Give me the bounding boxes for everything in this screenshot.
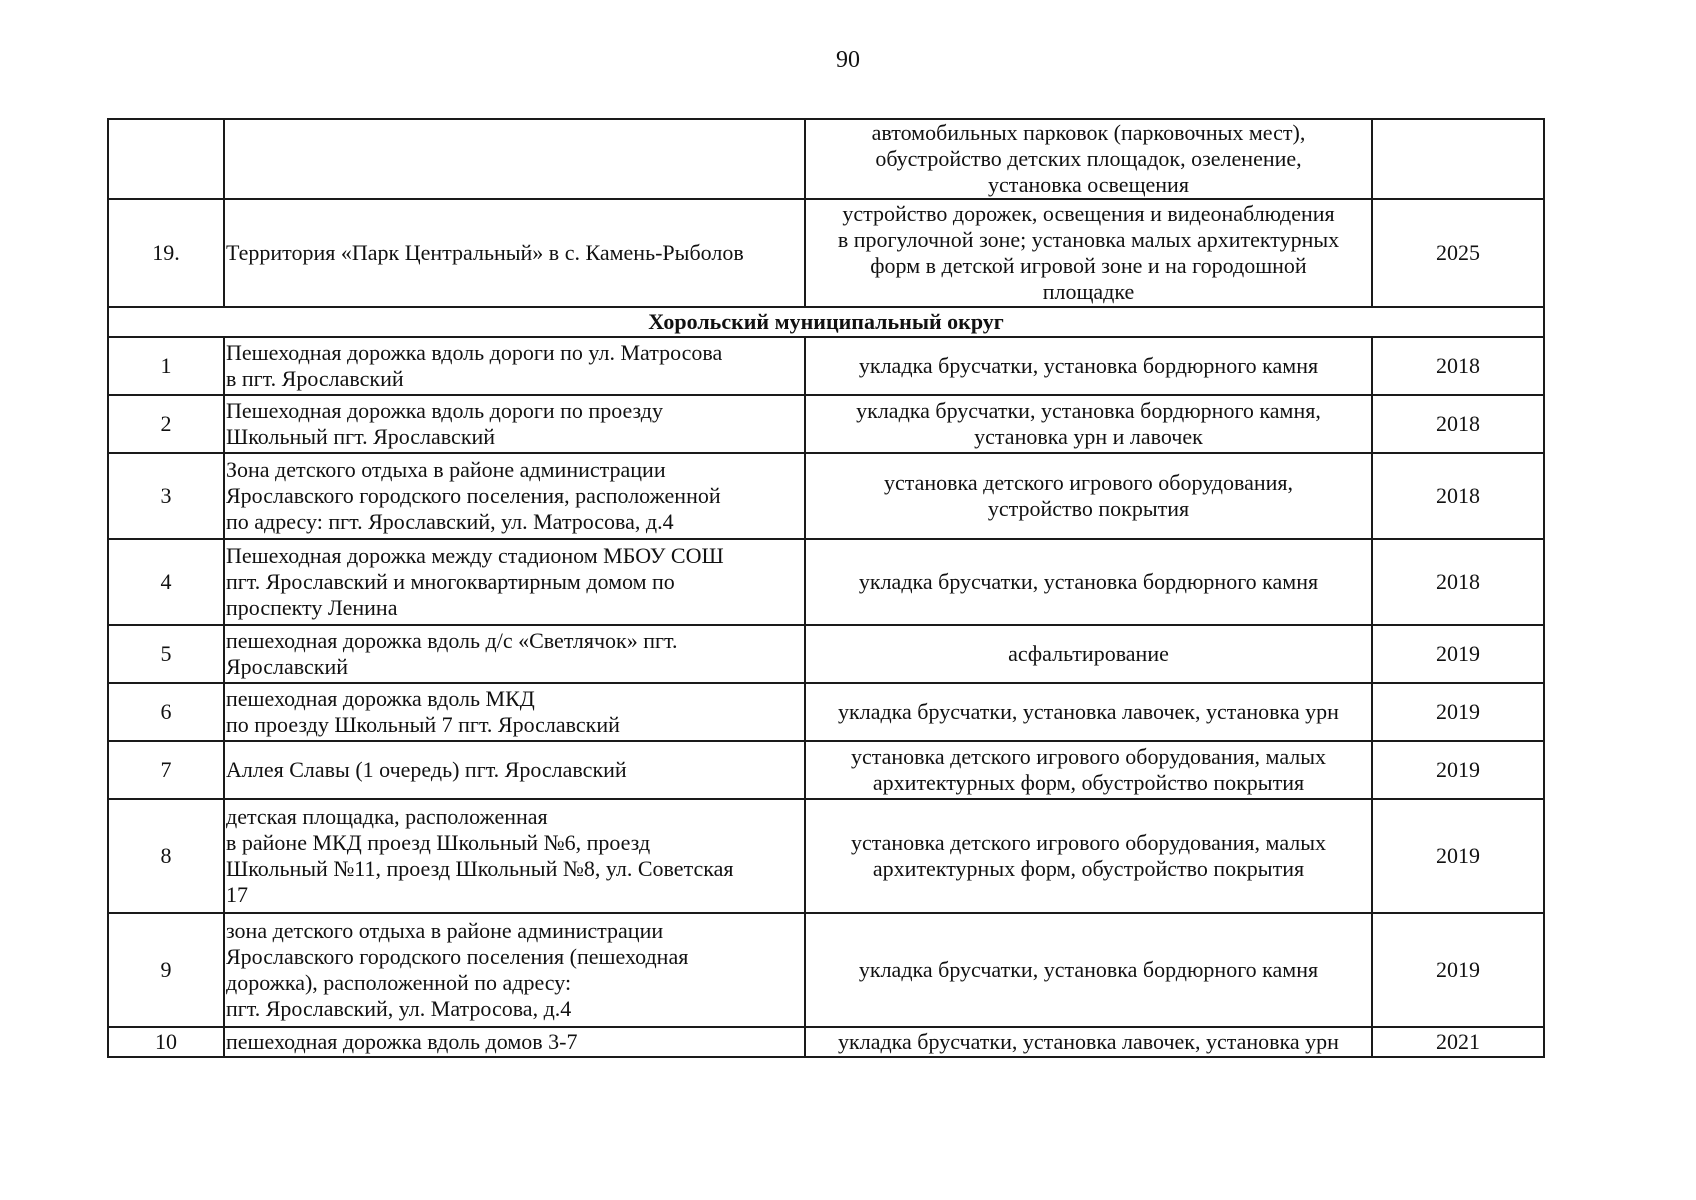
cell-year: 2018	[1372, 395, 1544, 453]
table-row	[108, 337, 1544, 395]
cell-object: Пешеходная дорожка вдоль дороги по ул. Матросова в пгт. Ярославский	[224, 337, 805, 395]
table-row	[108, 453, 1544, 539]
cell-object: детская площадка, расположенная в районе МКД проезд Школьный №6, проезд Школьный №11, проезд Школьный №8, ул. Советская 17	[224, 799, 805, 913]
cell-object: пешеходная дорожка вдоль д/с «Светлячок» пгт. Ярославский	[224, 625, 805, 683]
cell-object: Пешеходная дорожка между стадионом МБОУ СОШ пгт. Ярославский и многоквартирным домом по проспекту Ленина	[224, 539, 805, 625]
cell-object: пешеходная дорожка вдоль домов 3-7	[224, 1027, 805, 1057]
cell-year: 2019	[1372, 741, 1544, 799]
cell-year: 2025	[1372, 199, 1544, 307]
table-row	[108, 395, 1544, 453]
cell-num: 8	[108, 799, 224, 913]
cell-year: 2018	[1372, 337, 1544, 395]
table-row-19	[108, 199, 1544, 307]
section-title: Хорольский муниципальный округ	[108, 307, 1544, 337]
table-row	[108, 913, 1544, 1027]
cell-num: 4	[108, 539, 224, 625]
table-row-continuation	[108, 119, 1544, 199]
cell-work: асфальтирование	[805, 625, 1372, 683]
cell-object: Аллея Славы (1 очередь) пгт. Ярославский	[224, 741, 805, 799]
cell-work: установка детского игрового оборудования, малых архитектурных форм, обустройство покрытия	[805, 741, 1372, 799]
cell-object	[224, 119, 805, 199]
cell-object: пешеходная дорожка вдоль МКД по проезду Школьный 7 пгт. Ярославский	[224, 683, 805, 741]
cell-object: Территория «Парк Центральный» в с. Камень-Рыболов	[224, 199, 805, 307]
cell-year: 2018	[1372, 453, 1544, 539]
cell-num: 7	[108, 741, 224, 799]
cell-num: 19.	[108, 199, 224, 307]
cell-work: установка детского игрового оборудования, устройство покрытия	[805, 453, 1372, 539]
cell-object: Зона детского отдыха в районе администрации Ярославского городского поселения, расположенной по адресу: пгт. Ярославский, ул. Матросова, д.4	[224, 453, 805, 539]
improvement-objects-table	[107, 118, 1545, 1058]
table-row	[108, 799, 1544, 913]
cell-work: укладка брусчатки, установка бордюрного камня	[805, 337, 1372, 395]
cell-num: 3	[108, 453, 224, 539]
cell-work: укладка брусчатки, установка бордюрного камня, установка урн и лавочек	[805, 395, 1372, 453]
section-header-row	[108, 307, 1544, 337]
cell-year: 2019	[1372, 913, 1544, 1027]
table-row	[108, 539, 1544, 625]
cell-num: 9	[108, 913, 224, 1027]
cell-num: 5	[108, 625, 224, 683]
cell-num: 2	[108, 395, 224, 453]
cell-work: автомобильных парковок (парковочных мест), обустройство детских площадок, озеленение, установка освещения	[805, 119, 1372, 199]
cell-object: Пешеходная дорожка вдоль дороги по проезду Школьный пгт. Ярославский	[224, 395, 805, 453]
table-row	[108, 741, 1544, 799]
cell-work: установка детского игрового оборудования, малых архитектурных форм, обустройство покрытия	[805, 799, 1372, 913]
cell-num: 1	[108, 337, 224, 395]
cell-year: 2019	[1372, 625, 1544, 683]
table-row	[108, 625, 1544, 683]
cell-num: 10	[108, 1027, 224, 1057]
page-number: 90	[836, 47, 860, 73]
cell-year: 2018	[1372, 539, 1544, 625]
cell-num	[108, 119, 224, 199]
cell-year: 2019	[1372, 683, 1544, 741]
cell-work: укладка брусчатки, установка лавочек, установка урн	[805, 683, 1372, 741]
cell-year	[1372, 119, 1544, 199]
cell-object: зона детского отдыха в районе администрации Ярославского городского поселения (пешеходная дорожка), расположенной по адресу: пгт. Ярославский, ул. Матросова, д.4	[224, 913, 805, 1027]
cell-year: 2019	[1372, 799, 1544, 913]
cell-work: укладка брусчатки, установка бордюрного камня	[805, 539, 1372, 625]
cell-year: 2021	[1372, 1027, 1544, 1057]
table-row	[108, 1027, 1544, 1057]
cell-work: устройство дорожек, освещения и видеонаблюдения в прогулочной зоне; установка малых архитектурных форм в детской игровой зоне и на городошной площадке	[805, 199, 1372, 307]
cell-work: укладка брусчатки, установка бордюрного камня	[805, 913, 1372, 1027]
cell-num: 6	[108, 683, 224, 741]
table-row	[108, 683, 1544, 741]
cell-work: укладка брусчатки, установка лавочек, установка урн	[805, 1027, 1372, 1057]
